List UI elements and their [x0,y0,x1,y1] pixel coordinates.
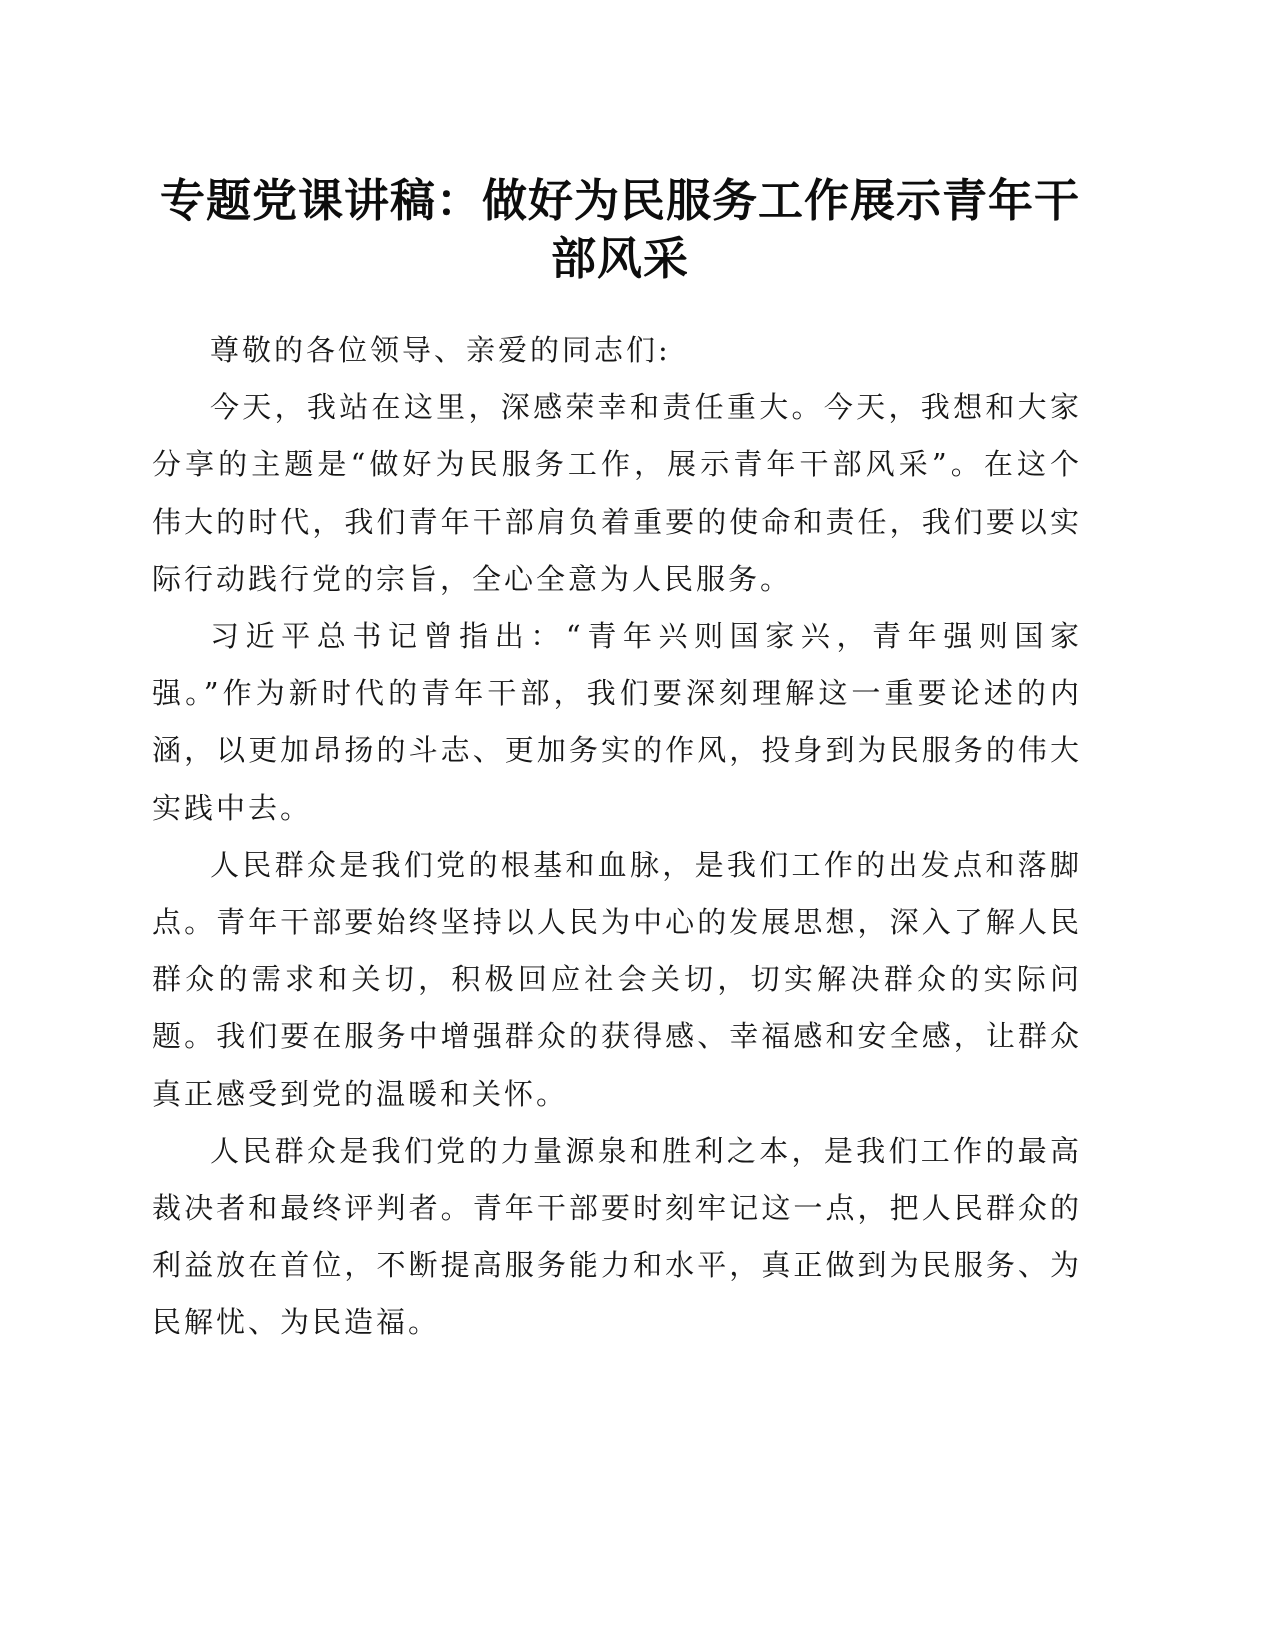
document-title: 专题党课讲稿：做好为民服务工作展示青年干部风采 [159,174,1080,285]
paragraph-4: 人民群众是我们党的力量源泉和胜利之本，是我们工作的最高裁决者和最终评判者。青年干部要时刻牢记这一点，把人民群众的利益放在首位，不断提高服务能力和水平，真正做到为民服务、为民解忧、为民造福。 [152,1133,1082,1340]
paragraph-3: 人民群众是我们党的根基和血脉，是我们工作的出发点和落脚点。青年干部要始终坚持以人民为中心的发展思想，深入了解人民群众的需求和关切，积极回应社会关切，切实解决群众的实际问题。我们要在服务中增强群众的获得感、幸福感和安全感，让群众真正感受到党的温暖和关怀。 [152,847,1082,1111]
paragraph-1: 今天，我站在这里，深感荣幸和责任重大。今天，我想和大家分享的主题是“做好为民服务工作，展示青年干部风采”。在这个伟大的时代，我们青年干部肩负着重要的使命和责任，我们要以实际行动践行党的宗旨，全心全意为人民服务。 [152,390,1082,596]
document-body [152,322,1082,1352]
paragraph-2: 习近平总书记曾指出：“青年兴则国家兴，青年强则国家强。”作为新时代的青年干部，我们要深刻理解这一重要论述的内涵，以更加昂扬的斗志、更加务实的作风，投身到为民服务的伟大实践中去。 [152,619,1082,825]
paragraph-salutation: 尊敬的各位领导、亲爱的同志们: [210,333,671,367]
